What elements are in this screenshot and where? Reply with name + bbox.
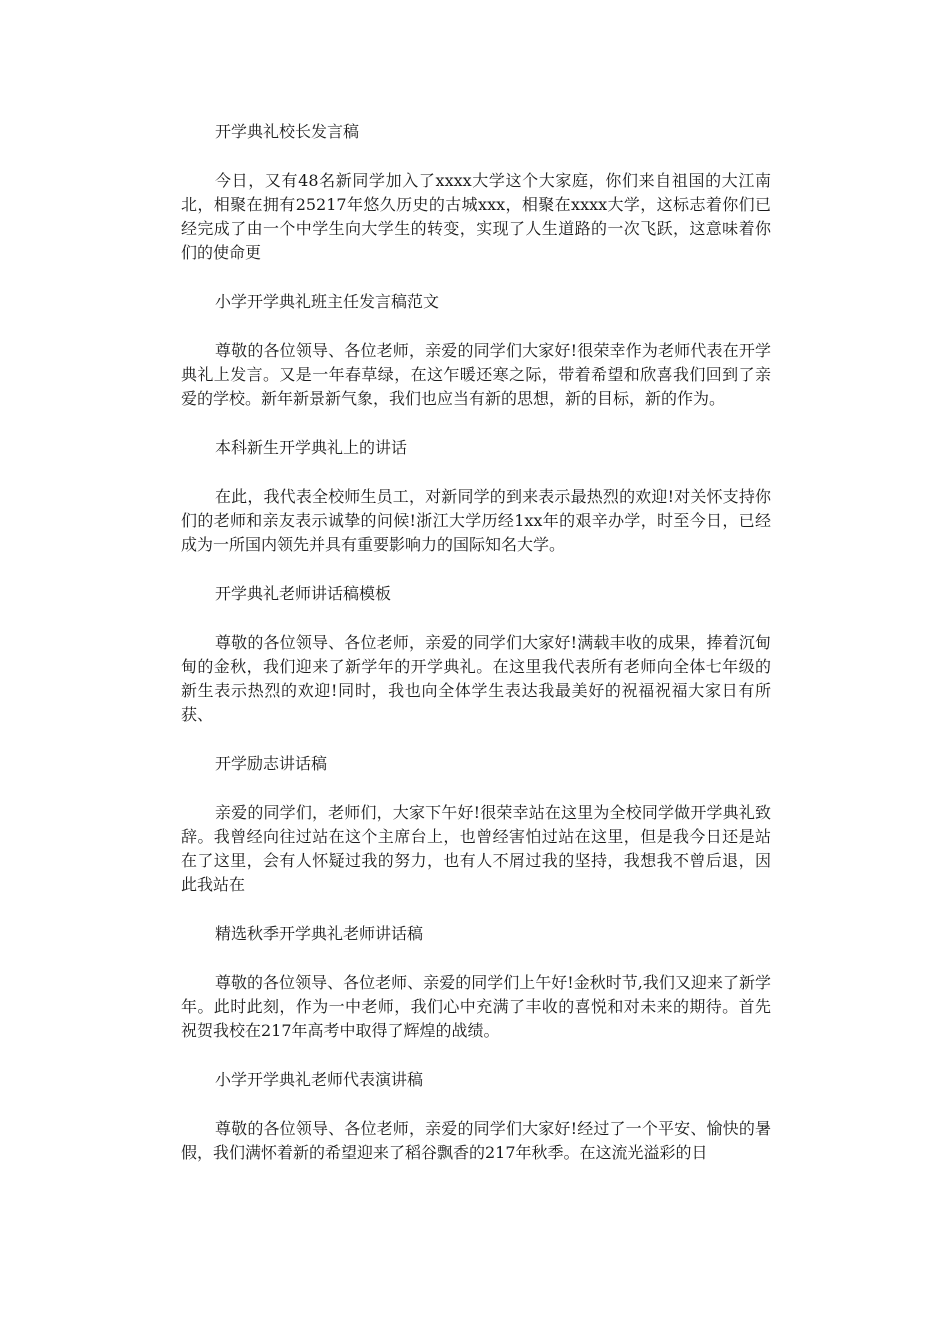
section-heading: 开学典礼老师讲话稿模板 [215, 584, 392, 603]
section-paragraph: 尊敬的各位领导、各位老师，亲爱的同学们大家好!很荣幸作为老师代表在开学典礼上发言。又是一年春草绿，在这乍暖还寒之际，带着希望和欣喜我们回到了亲爱的学校。新年新景新气象，我们也应当有新的思想，新的目标，新的作为。 [181, 341, 771, 408]
section-paragraph: 亲爱的同学们，老师们，大家下午好!很荣幸站在这里为全校同学做开学典礼致辞。我曾经向往过站在这个主席台上，也曾经害怕过站在这里，但是我今日还是站在了这里，会有人怀疑过我的努力，也有人不屑过我的坚持，我想我不曾后退，因此我站在 [181, 803, 771, 894]
section-heading: 小学开学典礼老师代表演讲稿 [215, 1070, 424, 1089]
document-content [181, 120, 771, 1190]
section-heading: 开学励志讲话稿 [215, 754, 328, 773]
section-paragraph: 在此，我代表全校师生员工，对新同学的到来表示最热烈的欢迎!对关怀支持你们的老师和亲友表示诚挚的问候!浙江大学历经1xx年的艰辛办学，时至今日，已经成为一所国内领先并具有重要影响力的国际知名大学。 [181, 487, 771, 554]
section-paragraph: 尊敬的各位领导、各位老师、亲爱的同学们上午好!金秋时节,我们又迎来了新学年。此时此刻，作为一中老师，我们心中充满了丰收的喜悦和对未来的期待。首先祝贺我校在217年高考中取得了辉煌的战绩。 [181, 973, 771, 1040]
section-heading: 开学典礼校长发言稿 [215, 122, 360, 141]
section-heading: 精选秋季开学典礼老师讲话稿 [215, 924, 424, 943]
section-heading: 小学开学典礼班主任发言稿范文 [215, 292, 440, 311]
section-heading: 本科新生开学典礼上的讲话 [215, 438, 408, 457]
section-paragraph: 尊敬的各位领导、各位老师，亲爱的同学们大家好!经过了一个平安、愉快的暑假，我们满怀着新的希望迎来了稻谷飘香的217年秋季。在这流光溢彩的日 [181, 1119, 771, 1162]
section-paragraph: 尊敬的各位领导、各位老师，亲爱的同学们大家好!满载丰收的成果，捧着沉甸甸的金秋，我们迎来了新学年的开学典礼。在这里我代表所有老师向全体七年级的新生表示热烈的欢迎!同时，我也向全体学生表达我最美好的祝福祝福大家日有所获、 [181, 633, 771, 724]
section-paragraph: 今日，又有48名新同学加入了xxxx大学这个大家庭，你们来自祖国的大江南北，相聚在拥有25217年悠久历史的古城xxx，相聚在xxxx大学，这标志着你们已经完成了由一个中学生向大学生的转变，实现了人生道路的一次飞跃，这意味着你们的使命更 [181, 171, 771, 262]
